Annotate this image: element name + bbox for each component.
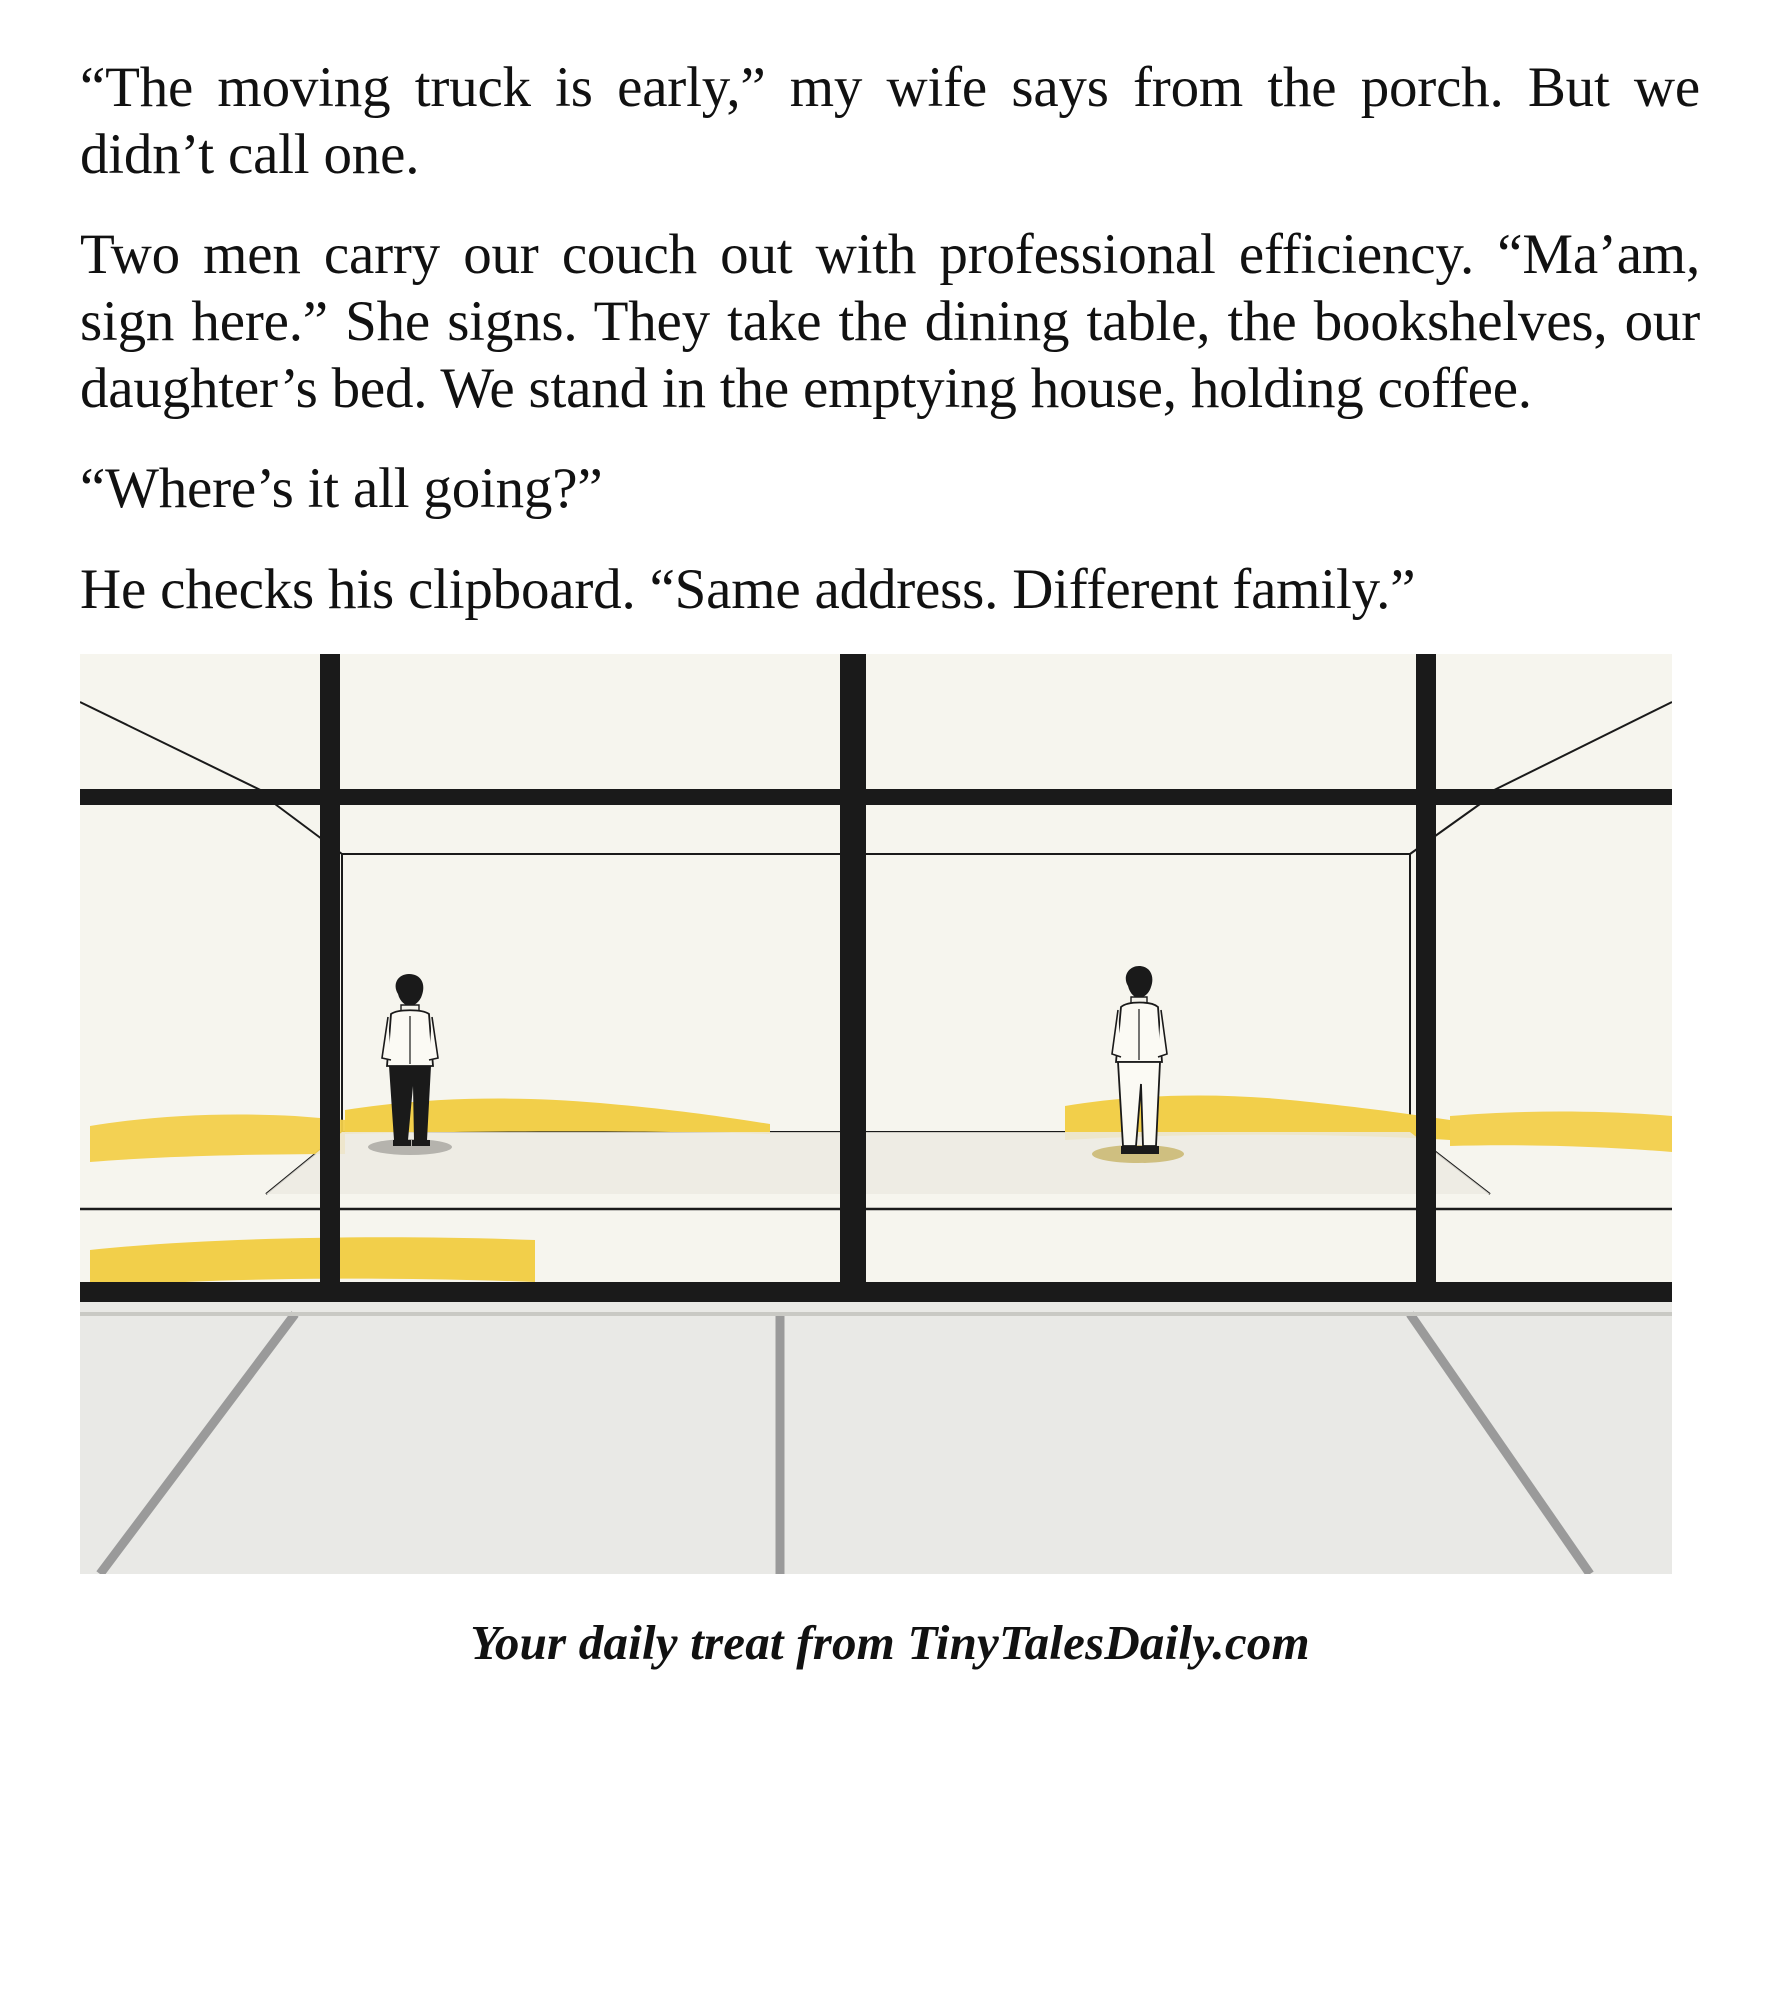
site-credit: Your daily treat from TinyTalesDaily.com [470,1614,1310,1670]
story-paragraph: Two men carry our couch out with professional efficiency. “Ma’am, sign here.” She signs. They take the dining table, the bookshelves, our daughter’s bed. We stand in the emptying house, holding coffee. [80,223,1700,420]
story-paragraph: He checks his clipboard. “Same address. Different family.” [80,558,1416,622]
story-illustration [80,654,1672,1574]
story-paragraph: “The moving truck is early,” my wife says from the porch. But we didn’t call one. [80,56,1700,186]
story-text [80,55,1700,624]
interior-floor [266,1132,1490,1194]
foreground-floor [80,1294,1672,1574]
illustration-svg [80,654,1672,1574]
story-paragraph: “Where’s it all going?” [80,457,603,521]
